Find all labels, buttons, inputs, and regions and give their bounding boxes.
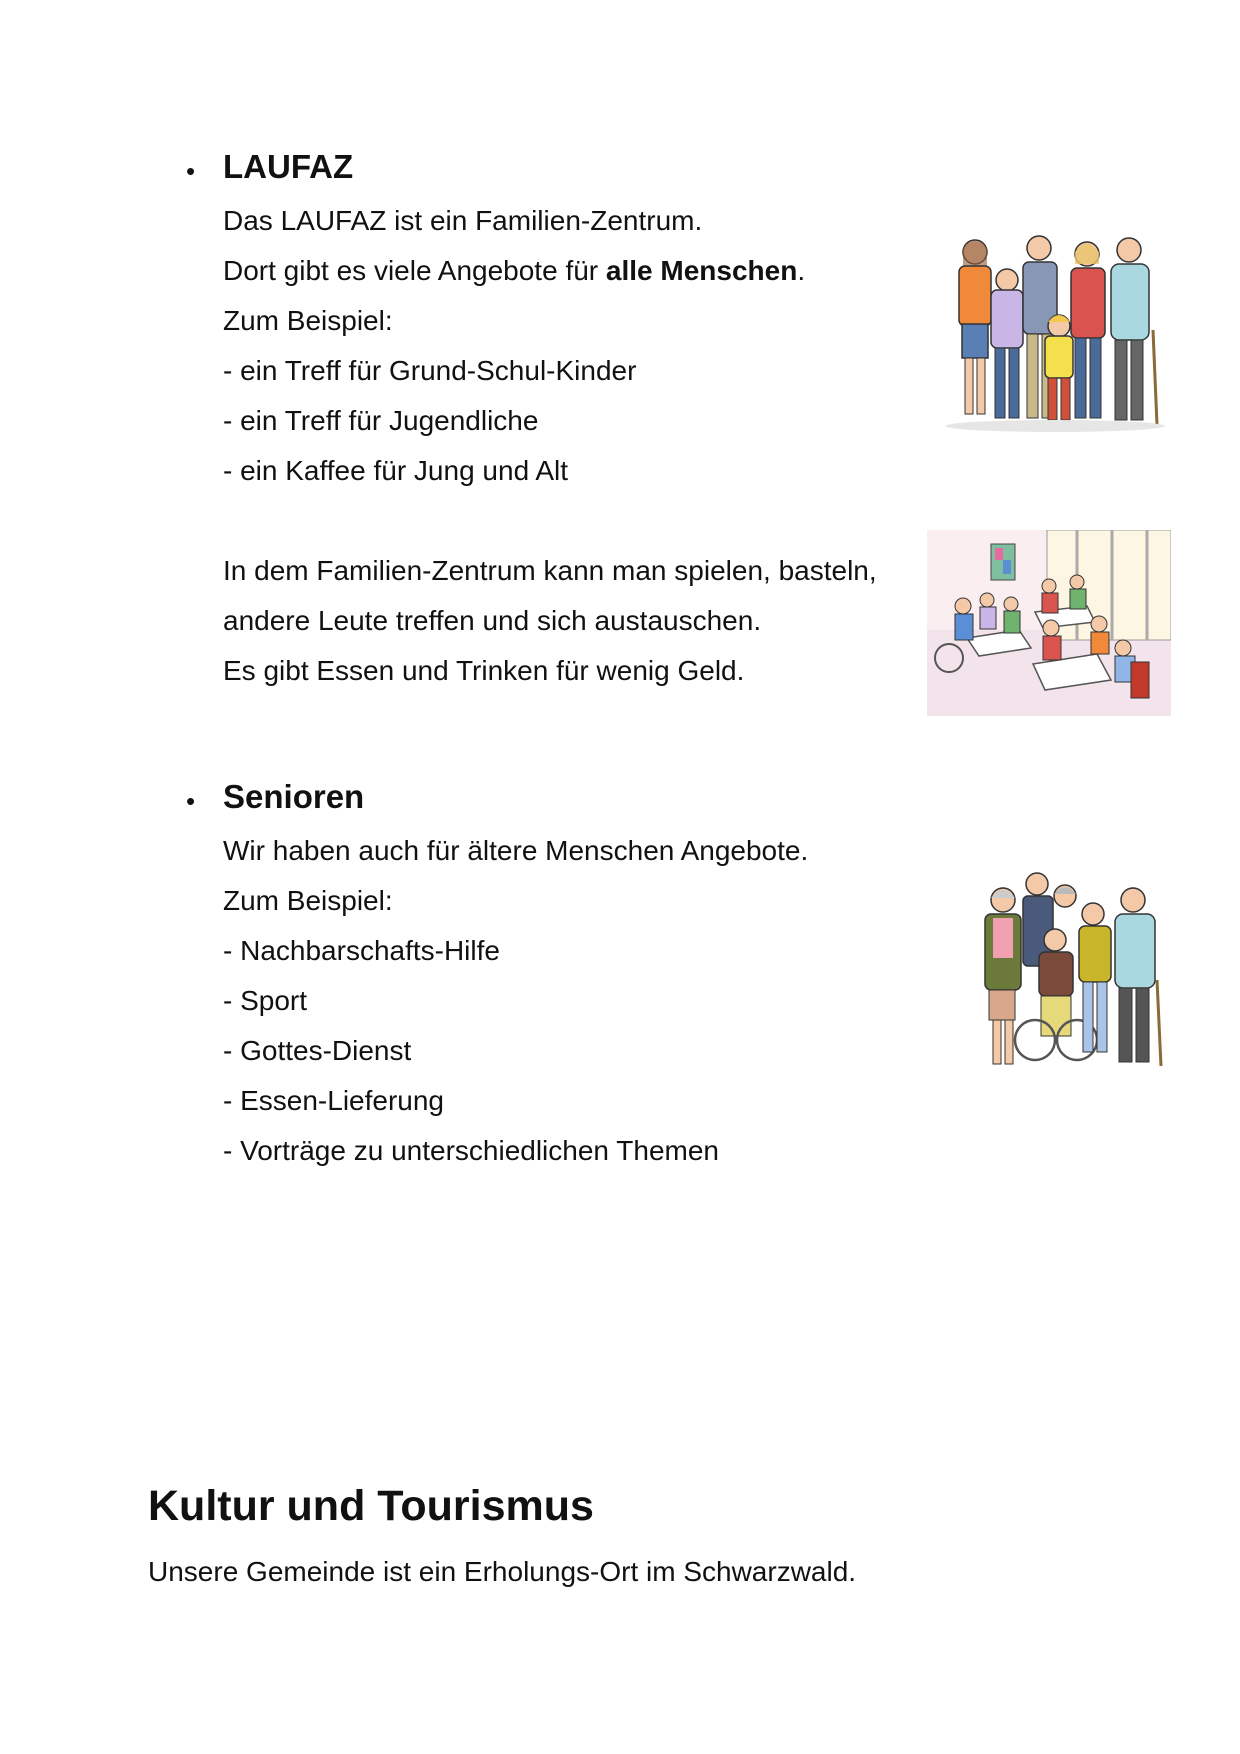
senioren-line-1: Wir haben auch für ältere Menschen Angebote.	[223, 835, 809, 866]
list-item: - Gottes-Dienst	[223, 1035, 412, 1066]
family-group-illustration	[935, 230, 1175, 455]
laufaz-para-line-1: In dem Familien-Zentrum kann man spielen, basteln,	[223, 555, 877, 586]
senior-group-illustration	[975, 870, 1165, 1080]
list-item: - Nachbarschafts-Hilfe	[223, 935, 500, 966]
laufaz-line-2-bold: alle Menschen	[605, 255, 798, 286]
section-title-kultur: Kultur und Tourismus	[148, 1482, 594, 1530]
laufaz-para-line-2: andere Leute treffen und sich austauschen.	[223, 605, 762, 636]
laufaz-para-line-3: Es gibt Essen und Trinken für wenig Geld.	[223, 655, 745, 686]
list-item: - ein Kaffee für Jung und Alt	[223, 455, 569, 486]
section-heading-laufaz: LAUFAZ	[223, 148, 354, 185]
laufaz-line-2-text: Dort gibt es viele Angebote für	[223, 255, 606, 286]
bullet-senioren: •	[186, 786, 196, 816]
list-item: - Vorträge zu unterschiedlichen Themen	[223, 1135, 719, 1166]
senioren-line-2: Zum Beispiel:	[223, 885, 393, 916]
laufaz-line-2-end: .	[797, 255, 806, 286]
laufaz-line-1: Das LAUFAZ ist ein Familien-Zentrum.	[223, 205, 703, 236]
kultur-intro-text: Unsere Gemeinde ist ein Erholungs-Ort im Schwarzwald.	[148, 1556, 857, 1587]
laufaz-line-2	[223, 255, 805, 287]
list-item: - Sport	[223, 985, 308, 1016]
list-item: - Essen-Lieferung	[223, 1085, 445, 1116]
section-heading-senioren: Senioren	[223, 778, 365, 815]
laufaz-line-3: Zum Beispiel:	[223, 305, 393, 336]
list-item: - ein Treff für Jugendliche	[223, 405, 539, 436]
cafe-room-illustration	[927, 530, 1171, 716]
bullet-laufaz: •	[186, 156, 196, 186]
list-item: - ein Treff für Grund-Schul-Kinder	[223, 355, 637, 386]
